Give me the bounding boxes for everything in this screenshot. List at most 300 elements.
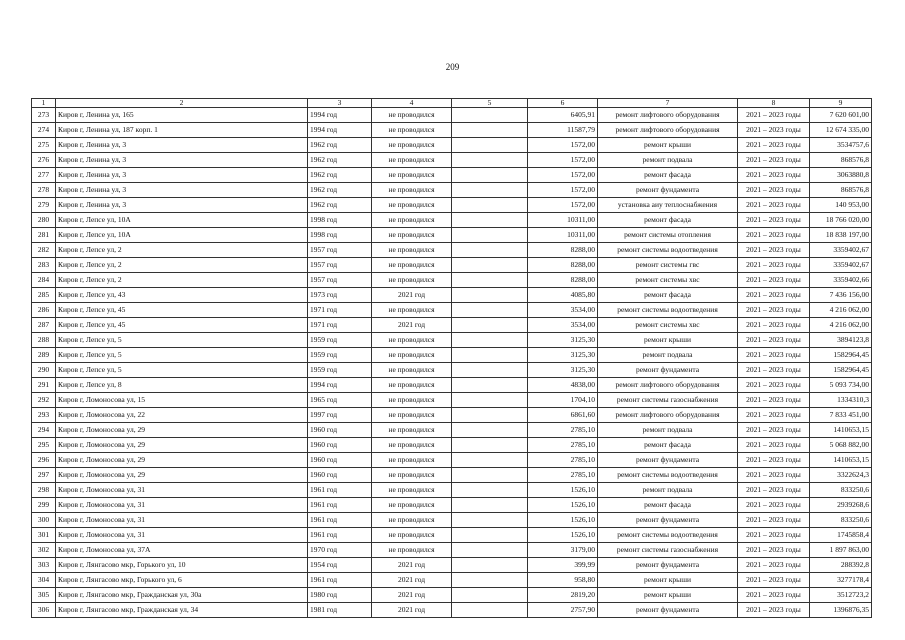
last-repair-cell: не проводился (372, 107, 452, 122)
work-type-cell: ремонт системы газоснабжения (598, 392, 738, 407)
address-cell: Киров г, Лепсе ул, 45 (56, 302, 308, 317)
row-number: 295 (32, 437, 56, 452)
area-cell: 958,80 (528, 572, 598, 587)
work-type-cell: ремонт подвала (598, 347, 738, 362)
work-type-cell: ремонт лифтового оборудования (598, 377, 738, 392)
last-repair-cell: не проводился (372, 182, 452, 197)
address-cell: Киров г, Лепсе ул, 10А (56, 212, 308, 227)
build-year-cell: 1994 год (308, 122, 372, 137)
last-repair-cell: не проводился (372, 482, 452, 497)
period-cell: 2021 – 2023 годы (738, 257, 810, 272)
last-repair-cell: не проводился (372, 407, 452, 422)
period-cell: 2021 – 2023 годы (738, 122, 810, 137)
area-cell: 3125,30 (528, 332, 598, 347)
cost-cell: 2939268,6 (810, 497, 872, 512)
column-header: 6 (528, 99, 598, 108)
last-repair-cell: не проводился (372, 212, 452, 227)
address-cell: Киров г, Ленина ул, 3 (56, 137, 308, 152)
row-number: 300 (32, 512, 56, 527)
area-cell: 8288,00 (528, 257, 598, 272)
area-cell: 1526,10 (528, 527, 598, 542)
table-row (32, 437, 872, 452)
blank-cell (452, 602, 528, 617)
row-number: 301 (32, 527, 56, 542)
table-row (32, 152, 872, 167)
work-type-cell: ремонт системы водоотведения (598, 302, 738, 317)
blank-cell (452, 152, 528, 167)
last-repair-cell: не проводился (372, 497, 452, 512)
build-year-cell: 1994 год (308, 377, 372, 392)
area-cell: 1572,00 (528, 197, 598, 212)
build-year-cell: 1965 год (308, 392, 372, 407)
period-cell: 2021 – 2023 годы (738, 227, 810, 242)
row-number: 275 (32, 137, 56, 152)
cost-cell: 3359402,67 (810, 257, 872, 272)
period-cell: 2021 – 2023 годы (738, 317, 810, 332)
table-row (32, 422, 872, 437)
row-number: 296 (32, 452, 56, 467)
cost-cell: 3534757,6 (810, 137, 872, 152)
cost-cell: 5 093 734,00 (810, 377, 872, 392)
column-header: 7 (598, 99, 738, 108)
table-row (32, 137, 872, 152)
period-cell: 2021 – 2023 годы (738, 182, 810, 197)
row-number: 306 (32, 602, 56, 617)
build-year-cell: 1961 год (308, 497, 372, 512)
row-number: 289 (32, 347, 56, 362)
address-cell: Киров г, Лепсе ул, 8 (56, 377, 308, 392)
cost-cell: 868576,8 (810, 152, 872, 167)
work-type-cell: ремонт лифтового оборудования (598, 407, 738, 422)
build-year-cell: 1998 год (308, 227, 372, 242)
row-number: 284 (32, 272, 56, 287)
work-type-cell: ремонт лифтового оборудования (598, 107, 738, 122)
area-cell: 3534,00 (528, 302, 598, 317)
build-year-cell: 1970 год (308, 542, 372, 557)
blank-cell (452, 317, 528, 332)
area-cell: 1526,10 (528, 482, 598, 497)
period-cell: 2021 – 2023 годы (738, 557, 810, 572)
area-cell: 2785,10 (528, 467, 598, 482)
cost-cell: 1 897 863,00 (810, 542, 872, 557)
column-header: 9 (810, 99, 872, 108)
build-year-cell: 1957 год (308, 272, 372, 287)
cost-cell: 1334310,3 (810, 392, 872, 407)
area-cell: 6861,60 (528, 407, 598, 422)
area-cell: 2819,20 (528, 587, 598, 602)
build-year-cell: 1971 год (308, 317, 372, 332)
period-cell: 2021 – 2023 годы (738, 482, 810, 497)
table-row (32, 332, 872, 347)
table-row (32, 602, 872, 617)
work-type-cell: ремонт крыши (598, 572, 738, 587)
address-cell: Киров г, Ленина ул, 165 (56, 107, 308, 122)
period-cell: 2021 – 2023 годы (738, 107, 810, 122)
blank-cell (452, 197, 528, 212)
work-type-cell: ремонт системы газоснабжения (598, 542, 738, 557)
row-number: 273 (32, 107, 56, 122)
blank-cell (452, 182, 528, 197)
period-cell: 2021 – 2023 годы (738, 452, 810, 467)
address-cell: Киров г, Лепсе ул, 45 (56, 317, 308, 332)
address-cell: Киров г, Лепсе ул, 2 (56, 257, 308, 272)
period-cell: 2021 – 2023 годы (738, 287, 810, 302)
build-year-cell: 1954 год (308, 557, 372, 572)
work-type-cell: ремонт крыши (598, 137, 738, 152)
period-cell: 2021 – 2023 годы (738, 272, 810, 287)
address-cell: Киров г, Лепсе ул, 43 (56, 287, 308, 302)
period-cell: 2021 – 2023 годы (738, 527, 810, 542)
build-year-cell: 1980 год (308, 587, 372, 602)
area-cell: 10311,00 (528, 227, 598, 242)
build-year-cell: 1960 год (308, 437, 372, 452)
area-cell: 8288,00 (528, 272, 598, 287)
blank-cell (452, 212, 528, 227)
area-cell: 1572,00 (528, 152, 598, 167)
row-number: 281 (32, 227, 56, 242)
period-cell: 2021 – 2023 годы (738, 242, 810, 257)
work-type-cell: ремонт системы гвс (598, 257, 738, 272)
address-cell: Киров г, Лянгасово мкр, Горького ул, 6 (56, 572, 308, 587)
work-type-cell: ремонт фасада (598, 287, 738, 302)
table-row (32, 347, 872, 362)
table-row (32, 122, 872, 137)
build-year-cell: 1960 год (308, 422, 372, 437)
row-number: 297 (32, 467, 56, 482)
blank-cell (452, 467, 528, 482)
cost-cell: 833250,6 (810, 512, 872, 527)
work-type-cell: ремонт фасада (598, 437, 738, 452)
table-row (32, 257, 872, 272)
table-row (32, 302, 872, 317)
address-cell: Киров г, Ленина ул, 3 (56, 152, 308, 167)
address-cell: Киров г, Лепсе ул, 2 (56, 272, 308, 287)
table-row (32, 452, 872, 467)
address-cell: Киров г, Ленина ул, 3 (56, 182, 308, 197)
area-cell: 4838,00 (528, 377, 598, 392)
last-repair-cell: не проводился (372, 542, 452, 557)
blank-cell (452, 377, 528, 392)
blank-cell (452, 227, 528, 242)
build-year-cell: 1997 год (308, 407, 372, 422)
work-type-cell: ремонт системы водоотведения (598, 242, 738, 257)
table-row (32, 392, 872, 407)
blank-cell (452, 482, 528, 497)
work-type-cell: ремонт подвала (598, 482, 738, 497)
address-cell: Киров г, Лепсе ул, 5 (56, 347, 308, 362)
period-cell: 2021 – 2023 годы (738, 167, 810, 182)
column-header: 2 (56, 99, 308, 108)
cost-cell: 833250,6 (810, 482, 872, 497)
cost-cell: 1745858,4 (810, 527, 872, 542)
address-cell: Киров г, Лянгасово мкр, Гражданская ул, 30а (56, 587, 308, 602)
last-repair-cell: 2021 год (372, 587, 452, 602)
cost-cell: 1396876,35 (810, 602, 872, 617)
last-repair-cell: не проводился (372, 512, 452, 527)
blank-cell (452, 392, 528, 407)
work-type-cell: ремонт системы водоотведения (598, 467, 738, 482)
last-repair-cell: 2021 год (372, 602, 452, 617)
table-row (32, 467, 872, 482)
address-cell: Киров г, Ломоносова ул, 31 (56, 512, 308, 527)
table-row (32, 242, 872, 257)
period-cell: 2021 – 2023 годы (738, 332, 810, 347)
last-repair-cell: не проводился (372, 467, 452, 482)
cost-cell: 18 838 197,00 (810, 227, 872, 242)
address-cell: Киров г, Лянгасово мкр, Гражданская ул, 34 (56, 602, 308, 617)
period-cell: 2021 – 2023 годы (738, 152, 810, 167)
area-cell: 1704,10 (528, 392, 598, 407)
period-cell: 2021 – 2023 годы (738, 497, 810, 512)
row-number: 291 (32, 377, 56, 392)
work-type-cell: ремонт фундамента (598, 557, 738, 572)
blank-cell (452, 512, 528, 527)
column-header: 4 (372, 99, 452, 108)
period-cell: 2021 – 2023 годы (738, 137, 810, 152)
table-row (32, 572, 872, 587)
area-cell: 399,99 (528, 557, 598, 572)
table-row (32, 107, 872, 122)
blank-cell (452, 362, 528, 377)
row-number: 283 (32, 257, 56, 272)
work-type-cell: ремонт фундамента (598, 362, 738, 377)
table-row (32, 227, 872, 242)
period-cell: 2021 – 2023 годы (738, 587, 810, 602)
area-cell: 4085,80 (528, 287, 598, 302)
work-type-cell: ремонт лифтового оборудования (598, 122, 738, 137)
row-number: 276 (32, 152, 56, 167)
blank-cell (452, 407, 528, 422)
area-cell: 2785,10 (528, 452, 598, 467)
address-cell: Киров г, Ломоносова ул, 31 (56, 497, 308, 512)
area-cell: 1526,10 (528, 497, 598, 512)
table-row (32, 482, 872, 497)
build-year-cell: 1961 год (308, 572, 372, 587)
last-repair-cell: не проводился (372, 152, 452, 167)
last-repair-cell: 2021 год (372, 287, 452, 302)
build-year-cell: 1994 год (308, 107, 372, 122)
cost-cell: 7 620 601,00 (810, 107, 872, 122)
cost-cell: 4 216 062,00 (810, 317, 872, 332)
row-number: 304 (32, 572, 56, 587)
address-cell: Киров г, Ломоносова ул, 29 (56, 422, 308, 437)
blank-cell (452, 437, 528, 452)
area-cell: 11587,79 (528, 122, 598, 137)
address-cell: Киров г, Ломоносова ул, 15 (56, 392, 308, 407)
last-repair-cell: не проводился (372, 362, 452, 377)
period-cell: 2021 – 2023 годы (738, 362, 810, 377)
last-repair-cell: 2021 год (372, 317, 452, 332)
work-type-cell: ремонт системы хвс (598, 272, 738, 287)
work-type-cell: ремонт подвала (598, 422, 738, 437)
cost-cell: 4 216 062,00 (810, 302, 872, 317)
work-type-cell: ремонт системы водоотведения (598, 527, 738, 542)
blank-cell (452, 107, 528, 122)
last-repair-cell: не проводился (372, 377, 452, 392)
row-number: 302 (32, 542, 56, 557)
build-year-cell: 1957 год (308, 242, 372, 257)
area-cell: 3534,00 (528, 317, 598, 332)
address-cell: Киров г, Лепсе ул, 2 (56, 242, 308, 257)
last-repair-cell: не проводился (372, 197, 452, 212)
table-row (32, 272, 872, 287)
last-repair-cell: 2021 год (372, 572, 452, 587)
row-number: 298 (32, 482, 56, 497)
last-repair-cell: не проводился (372, 137, 452, 152)
build-year-cell: 1971 год (308, 302, 372, 317)
cost-cell: 3359402,66 (810, 272, 872, 287)
last-repair-cell: не проводился (372, 392, 452, 407)
period-cell: 2021 – 2023 годы (738, 392, 810, 407)
area-cell: 1572,00 (528, 182, 598, 197)
table-row (32, 167, 872, 182)
table-row (32, 497, 872, 512)
build-year-cell: 1981 год (308, 602, 372, 617)
last-repair-cell: не проводился (372, 272, 452, 287)
blank-cell (452, 137, 528, 152)
address-cell: Киров г, Лепсе ул, 5 (56, 332, 308, 347)
period-cell: 2021 – 2023 годы (738, 347, 810, 362)
table-row (32, 182, 872, 197)
address-cell: Киров г, Лепсе ул, 5 (56, 362, 308, 377)
area-cell: 10311,00 (528, 212, 598, 227)
last-repair-cell: не проводился (372, 122, 452, 137)
cost-cell: 288392,8 (810, 557, 872, 572)
cost-cell: 5 068 882,00 (810, 437, 872, 452)
blank-cell (452, 272, 528, 287)
last-repair-cell: не проводился (372, 242, 452, 257)
area-cell: 1572,00 (528, 167, 598, 182)
build-year-cell: 1959 год (308, 332, 372, 347)
period-cell: 2021 – 2023 годы (738, 542, 810, 557)
row-number: 305 (32, 587, 56, 602)
blank-cell (452, 332, 528, 347)
blank-cell (452, 497, 528, 512)
work-type-cell: ремонт системы отопления (598, 227, 738, 242)
cost-cell: 18 766 020,00 (810, 212, 872, 227)
address-cell: Киров г, Лянгасово мкр, Горького ул, 10 (56, 557, 308, 572)
cost-cell: 3894123,8 (810, 332, 872, 347)
address-cell: Киров г, Ломоносова ул, 22 (56, 407, 308, 422)
column-header: 1 (32, 99, 56, 108)
build-year-cell: 1961 год (308, 527, 372, 542)
table-row (32, 377, 872, 392)
address-cell: Киров г, Ломоносова ул, 31 (56, 527, 308, 542)
table-row (32, 512, 872, 527)
table-row (32, 542, 872, 557)
build-year-cell: 1962 год (308, 152, 372, 167)
blank-cell (452, 242, 528, 257)
area-cell: 2785,10 (528, 437, 598, 452)
build-year-cell: 1961 год (308, 512, 372, 527)
period-cell: 2021 – 2023 годы (738, 197, 810, 212)
column-header: 5 (452, 99, 528, 108)
last-repair-cell: 2021 год (372, 557, 452, 572)
build-year-cell: 1973 год (308, 287, 372, 302)
last-repair-cell: не проводился (372, 227, 452, 242)
blank-cell (452, 422, 528, 437)
area-cell: 2785,10 (528, 422, 598, 437)
cost-cell: 1410653,15 (810, 452, 872, 467)
blank-cell (452, 587, 528, 602)
last-repair-cell: не проводился (372, 257, 452, 272)
cost-cell: 1582964,45 (810, 362, 872, 377)
repair-register-table (31, 98, 872, 618)
blank-cell (452, 302, 528, 317)
row-number: 293 (32, 407, 56, 422)
area-cell: 3125,30 (528, 347, 598, 362)
work-type-cell: ремонт фасада (598, 167, 738, 182)
row-number: 282 (32, 242, 56, 257)
blank-cell (452, 557, 528, 572)
cost-cell: 3359402,67 (810, 242, 872, 257)
row-number: 274 (32, 122, 56, 137)
page-number: 209 (445, 62, 460, 72)
row-number: 292 (32, 392, 56, 407)
area-cell: 1526,10 (528, 512, 598, 527)
cost-cell: 3322624,3 (810, 467, 872, 482)
table-body (32, 107, 872, 617)
row-number: 285 (32, 287, 56, 302)
period-cell: 2021 – 2023 годы (738, 302, 810, 317)
address-cell: Киров г, Ломоносова ул, 29 (56, 467, 308, 482)
build-year-cell: 1960 год (308, 452, 372, 467)
table-row (32, 587, 872, 602)
work-type-cell: ремонт фасада (598, 497, 738, 512)
area-cell: 3179,00 (528, 542, 598, 557)
work-type-cell: ремонт подвала (598, 152, 738, 167)
blank-cell (452, 452, 528, 467)
row-number: 294 (32, 422, 56, 437)
table-row (32, 197, 872, 212)
build-year-cell: 1957 год (308, 257, 372, 272)
work-type-cell: установка аиу теплоснабжения (598, 197, 738, 212)
column-header: 3 (308, 99, 372, 108)
column-header: 8 (738, 99, 810, 108)
work-type-cell: ремонт крыши (598, 587, 738, 602)
row-number: 287 (32, 317, 56, 332)
blank-cell (452, 287, 528, 302)
period-cell: 2021 – 2023 годы (738, 422, 810, 437)
blank-cell (452, 167, 528, 182)
area-cell: 1572,00 (528, 137, 598, 152)
period-cell: 2021 – 2023 годы (738, 572, 810, 587)
build-year-cell: 1962 год (308, 182, 372, 197)
last-repair-cell: не проводился (372, 437, 452, 452)
build-year-cell: 1959 год (308, 362, 372, 377)
blank-cell (452, 257, 528, 272)
row-number: 290 (32, 362, 56, 377)
period-cell: 2021 – 2023 годы (738, 467, 810, 482)
last-repair-cell: не проводился (372, 452, 452, 467)
area-cell: 8288,00 (528, 242, 598, 257)
address-cell: Киров г, Ломоносова ул, 31 (56, 482, 308, 497)
build-year-cell: 1961 год (308, 482, 372, 497)
work-type-cell: ремонт фасада (598, 212, 738, 227)
address-cell: Киров г, Лепсе ул, 10А (56, 227, 308, 242)
period-cell: 2021 – 2023 годы (738, 602, 810, 617)
last-repair-cell: не проводился (372, 422, 452, 437)
cost-cell: 140 953,00 (810, 197, 872, 212)
cost-cell: 3277178,4 (810, 572, 872, 587)
period-cell: 2021 – 2023 годы (738, 407, 810, 422)
table-row (32, 557, 872, 572)
area-cell: 3125,30 (528, 362, 598, 377)
work-type-cell: ремонт фундамента (598, 602, 738, 617)
cost-cell: 12 674 335,00 (810, 122, 872, 137)
row-number: 279 (32, 197, 56, 212)
period-cell: 2021 – 2023 годы (738, 212, 810, 227)
